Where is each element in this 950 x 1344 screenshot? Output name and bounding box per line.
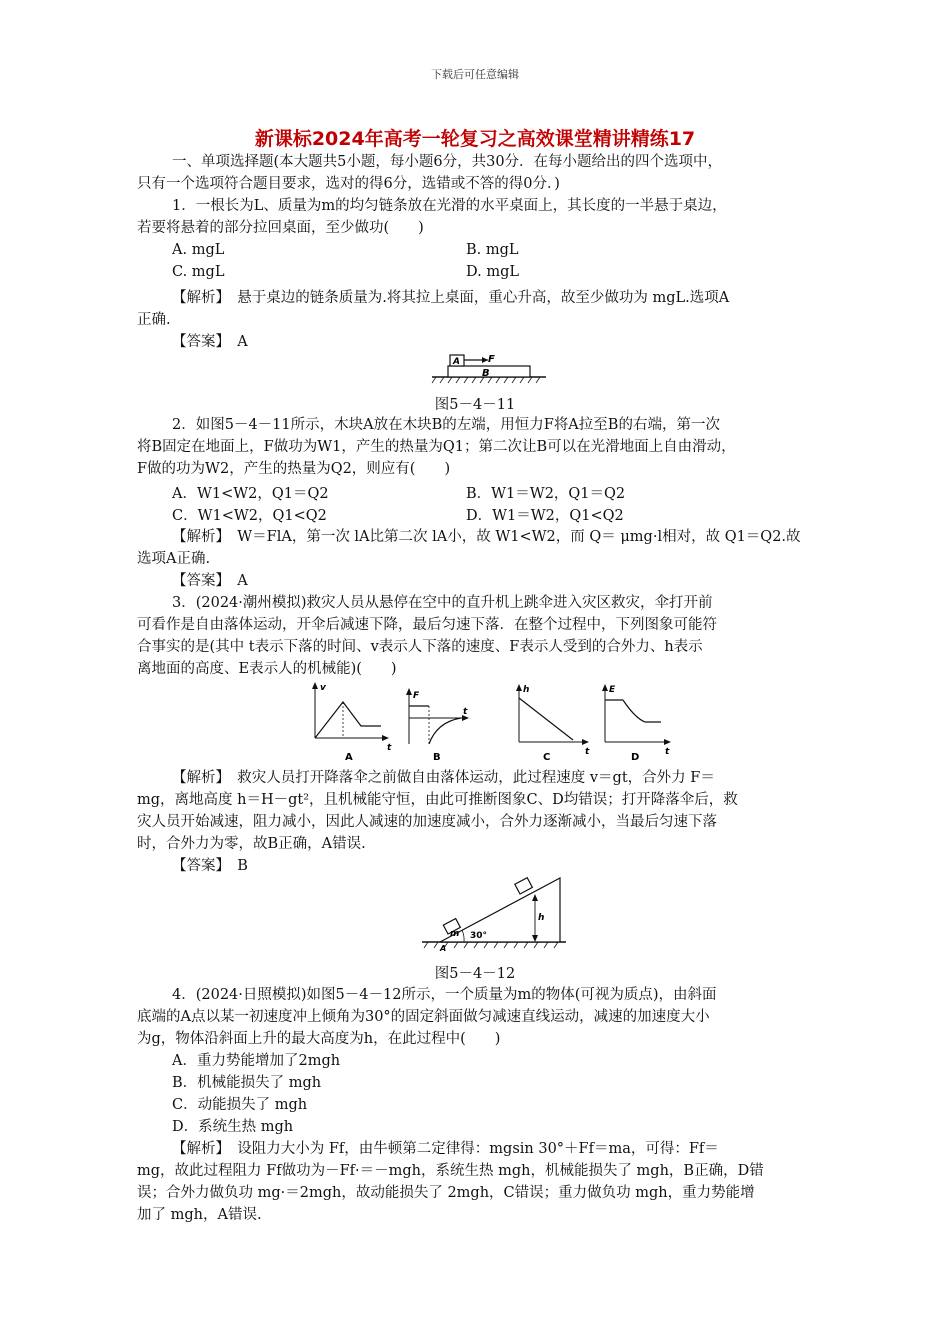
- q3-analysis-line: 【解析】 救灾人员打开降落伞之前做自由落体运动，此过程速度 v＝gt，合外力 F＝: [172, 770, 715, 786]
- graph-a-y-label: v: [320, 683, 326, 693]
- q4-analysis-line: mg，故此过程阻力 Ff做功为－Ff·＝－mgh，系统生热 mgh，机械能损失了 mgh，B正确，D错: [137, 1163, 764, 1179]
- q2-stem-line: F做的功为W2，产生的热量为Q2，则应有( ): [137, 461, 451, 477]
- graph-a: [312, 682, 392, 763]
- q4-option-d: D．系统生热 mgh: [172, 1119, 294, 1135]
- q3-analysis-line: 时，合外力为零，故B正确，A错误.: [137, 836, 366, 852]
- intro-line: 一、单项选择题(本大题共5小题，每小题6分，共30分．在每小题给出的四个选项中，: [172, 154, 723, 170]
- q2-answer: 【答案】 A: [172, 573, 248, 589]
- page-header: 下载后可任意编辑: [431, 68, 519, 81]
- q2-stem-line: 将B固定在地面上，F做功为W1，产生的热量为Q1；第二次让B可以在光滑地面上自由滑动，: [137, 439, 736, 455]
- q4-option-c: C．动能损失了 mgh: [172, 1097, 308, 1113]
- q3-analysis-line: mg，离地高度 h＝H－gt²，且机械能守恒，由此可推断图象C、D均错误；打开降落伞后，救: [137, 792, 738, 808]
- q3-graphs: [305, 678, 675, 768]
- q1-answer: 【答案】 A: [172, 334, 248, 350]
- graph-b-x-label: t: [463, 707, 468, 717]
- graph-a-x-label: t: [387, 743, 392, 753]
- q4-analysis-line: 【解析】 设阻力大小为 Ff，由牛顿第二定律得：mgsin 30°＋Ff＝ma，可得：Ff＝: [172, 1141, 719, 1157]
- q2-option-d: D．W1＝W2，Q1<Q2: [466, 508, 624, 524]
- label-a: A: [453, 357, 460, 367]
- q4-option-a: A．重力势能增加了2mgh: [172, 1053, 341, 1069]
- q1-stem-line: 1．一根长为L、质量为m的均匀链条放在光滑的水平桌面上，其长度的一半悬于桌边，: [172, 198, 727, 214]
- q2-option-b: B．W1＝W2，Q1＝Q2: [466, 486, 626, 502]
- label-angle: 30°: [470, 931, 488, 941]
- label-h: h: [538, 913, 545, 923]
- graph-a-label: A: [345, 752, 353, 763]
- q4-stem-line: 4．(2024·日照模拟)如图5－4－12所示，一个质量为m的物体(可视为质点)，由斜面: [172, 987, 717, 1003]
- q1-option-d: D. mgL: [466, 264, 519, 280]
- q2-option-a: A．W1<W2，Q1＝Q2: [172, 486, 329, 502]
- q3-answer: 【答案】 B: [172, 858, 248, 874]
- q1-analysis-line: 正确.: [137, 312, 171, 328]
- q2-option-c: C．W1<W2，Q1<Q2: [172, 508, 327, 524]
- q1-option-c: C. mgL: [172, 264, 225, 280]
- graph-b: [406, 688, 469, 763]
- q2-analysis-line: 【解析】 W＝FlA，第一次 lA比第二次 lA小，故 W1<W2，而 Q＝ μmg·l相对，故 Q1＝Q2.故: [172, 529, 801, 545]
- q3-analysis-line: 灾人员开始减速，阻力减小，因此人减速的加速度减小，合外力逐渐减小，当最后匀速下落: [137, 814, 717, 830]
- q3-stem-line: 合事实的是(其中 t表示下落的时间、v表示人下落的速度、F表示人受到的合外力、h表示: [137, 639, 703, 655]
- graph-c-x-label: t: [585, 747, 590, 757]
- block-top: [515, 878, 533, 894]
- q4-option-b: B．机械能损失了 mgh: [172, 1075, 322, 1091]
- q4-analysis-line: 误；合外力做负功 mg·＝2mgh，故动能损失了 2mgh，C错误；重力做负功 mgh，重力势能增: [137, 1185, 755, 1201]
- q4-stem-line: 为g，物体沿斜面上升的最大高度为h，在此过程中( ): [137, 1031, 501, 1047]
- q1-stem-line: 若要将悬着的部分拉回桌面，至少做功( ): [137, 220, 424, 236]
- graph-d-label: D: [631, 752, 640, 763]
- q1-option-a: A. mgL: [172, 242, 225, 258]
- q2-stem-line: 2．如图5－4－11所示，木块A放在木块B的左端，用恒力F将A拉至B的右端，第一次: [172, 417, 720, 433]
- graph-b-y-label: F: [413, 691, 420, 701]
- graph-b-label: B: [433, 752, 441, 763]
- q2-analysis-line: 选项A正确.: [137, 551, 211, 567]
- q4-analysis-line: 加了 mgh，A错误.: [137, 1207, 262, 1223]
- label-a-point: A: [440, 944, 447, 952]
- label-f: F: [488, 354, 495, 365]
- figure-5-4-11: [430, 350, 550, 386]
- graph-c-y-label: h: [523, 685, 530, 695]
- q3-stem-line: 离地面的高度、E表示人的机械能)( ): [137, 661, 397, 677]
- graph-d: [602, 684, 671, 763]
- graph-c: [516, 684, 590, 763]
- q1-option-b: B. mgL: [466, 242, 519, 258]
- graph-d-y-label: E: [609, 685, 616, 695]
- q4-stem-line: 底端的A点以某一初速度冲上倾角为30°的固定斜面做匀减速直线运动，减速的加速度大小: [137, 1009, 710, 1025]
- figure-5-4-12: [420, 872, 570, 952]
- q1-analysis-line: 【解析】 悬于桌边的链条质量为.将其拉上桌面，重心升高，故至少做功为 mgL.选项A: [172, 290, 730, 306]
- label-m: m: [450, 929, 460, 939]
- figure-caption: 图5－4－11: [434, 397, 516, 413]
- graph-d-x-label: t: [665, 747, 670, 757]
- label-b: B: [482, 368, 490, 379]
- figure-caption: 图5－4－12: [434, 966, 516, 982]
- q3-stem-line: 3．(2024·潮州模拟)救灾人员从悬停在空中的直升机上跳伞进入灾区救灾，伞打开前: [172, 595, 713, 611]
- page-title: 新课标2024年高考一轮复习之高效课堂精讲精练17: [254, 128, 696, 150]
- graph-c-label: C: [543, 752, 551, 763]
- intro-line: 只有一个选项符合题目要求，选对的得6分，选错或不答的得0分．): [137, 176, 560, 192]
- q3-stem-line: 可看作是自由落体运动，开伞后减速下降，最后匀速下落．在整个过程中，下列图象可能符: [137, 617, 717, 633]
